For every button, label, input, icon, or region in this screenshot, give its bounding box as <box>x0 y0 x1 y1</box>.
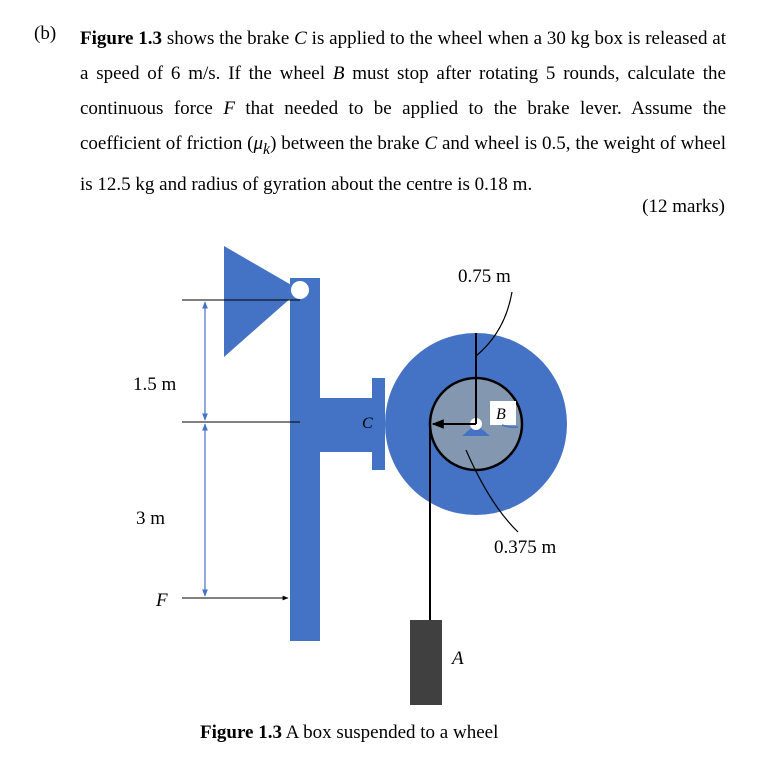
question-label: (b) <box>34 23 57 44</box>
caption-bold: Figure 1.3 <box>200 722 282 743</box>
figure-caption <box>200 722 498 744</box>
box <box>410 620 442 705</box>
force-label: F <box>156 590 168 611</box>
box-label: A <box>452 648 464 669</box>
force-symbol: F <box>223 98 235 119</box>
pivot-support <box>224 246 300 357</box>
lever-lower-length: 3 m <box>136 508 166 529</box>
inner-radius-label: 0.375 m <box>494 537 557 558</box>
brake-symbol: C <box>424 133 438 154</box>
brake-lever <box>290 278 320 641</box>
question-text-part: and wheel is 0.5, the weight of wheel is 12.5 kg and radius of gyration about the centre is 0.18 m. <box>80 133 726 195</box>
outer-radius-label: 0.75 m <box>458 266 511 287</box>
mu-symbol: μ <box>253 133 264 154</box>
wheel-label: B <box>496 406 506 423</box>
marks-label: (12 marks) <box>642 196 725 217</box>
brake-shoe <box>372 378 385 470</box>
pivot-pin <box>291 281 309 299</box>
wheel-symbol: B <box>332 63 345 84</box>
question-text-part: ) between the brake <box>270 133 425 154</box>
brake-symbol: C <box>294 28 307 49</box>
brake-label: C <box>362 415 373 432</box>
question-text-part: shows the brake <box>162 28 295 49</box>
figure-reference: Figure 1.3 <box>80 28 163 49</box>
lever-upper-length: 1.5 m <box>133 374 177 395</box>
question-text-part: is applied to the wheel when a 30 kg box is released at a speed of 6 m/s. If the wheel <box>80 28 726 84</box>
question-text-part: must stop after rotating 5 rounds, calculate the continuous force <box>80 63 726 119</box>
caption-text: A box suspended to a wheel <box>281 722 499 743</box>
question-text-part: that needed to be applied to the brake lever. Assume the coefficient of friction ( <box>80 98 727 154</box>
mu-subscript: k <box>263 140 271 158</box>
